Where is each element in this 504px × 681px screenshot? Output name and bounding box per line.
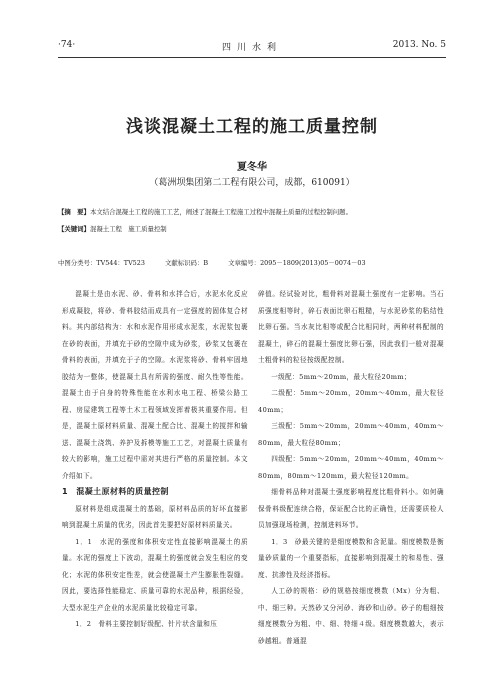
keywords-text: 混凝土工程 施工质量控制 — [89, 225, 167, 233]
page-number: ·74· — [58, 40, 76, 50]
running-header — [58, 40, 446, 54]
intro-paragraph: 混凝土是由水泥、砂、骨料和水拌合后，水泥水化反应形成凝胶，将砂、骨料胶结而成具有一定强度的固体复合材料。其内部结构为：水和水泥作用形成水泥浆，水泥浆包裹在砂的表面，并填充于砂的空隙中成为砂浆，砂浆又包裹在骨料的表面，并填充于子的空隙。水泥浆将砂、骨料牢固地胶结为一整体，使混凝土具有所需的强度、耐久性等性能。混凝土由于自身的特殊性能在水利水电工程、桥梁公路工程、房屋建筑工程等土木工程领域发挥着极其重要作用。但是，混凝土原材料质量、混凝土配合比、混凝土的搅拌和输送、混凝土浇筑、养护及拆模等施工工艺，对混凝土质量有较大的影响，施工过程中需对其进行严格的质量控制。本文介绍如下。 — [62, 290, 248, 480]
author-name: 夏冬华 — [237, 162, 267, 173]
gradation-2: 二级配：5mm～20mm，20mm～40mm，最大粒径40mm； — [258, 389, 444, 414]
article-title: 浅谈混凝土工程的施工质量控制 — [126, 117, 378, 137]
section-heading-1: 1 混凝土原材料的质量控制 — [62, 487, 169, 496]
body-paragraph: 细骨料品种对混凝土强度影响程度比粗骨料小。如何确保骨料级配连续合格，保证配合比的正确性，还需要质检人员加强现场检测，控制进料环节。 — [258, 488, 444, 529]
gradation-1: 一级配：5mm～20mm，最大粒径20mm； — [271, 372, 412, 381]
keywords — [58, 223, 446, 236]
document-code: 文献标识码：B — [164, 259, 209, 267]
author-affiliation: （葛洲坝集团第二工程有限公司，成都，610091） — [149, 178, 355, 188]
classification-number: 中图分类号：TV544：TV523 — [58, 259, 145, 267]
left-column — [62, 286, 248, 633]
body-paragraph: 碎值。经试验对比，粗骨料对混凝土强度有一定影响。当石质强度相等时，碎石表面比卵石粗糙，与水泥砂浆的粘结性比卵石强。当水灰比相等或配合比相同时，两种材料配制的混凝土，碎石的混凝土强度比卵石强，因此我们一般对混凝土粗骨料的粒径按级配控制。 — [258, 290, 444, 364]
body-paragraph: 人工砂的规格：砂的规格按细度模数（Mx）分为粗、中、细三种。天然砂又分河砂、海砂和山砂。砂子的粗细按细度模数分为粗、中、细、特细４级。细度模数越大，表示砂越粗。普通混 — [258, 587, 444, 645]
subsection-1-3: 1．3 砂最关键的是细度模数和含泥量。细度模数是衡量砂质量的一个重要指标，直接影响到混凝土的和易性、强度、抗渗性及经济指标。 — [258, 537, 444, 579]
keywords-label: 【关键词】 — [58, 225, 90, 233]
gradation-4: 四级配：5mm～20mm，20mm～40mm，40mm～80mm，80mm～120mm，最大粒径120mm。 — [258, 455, 444, 480]
article-id: 文章编号：2095－1809(2013)05－0074－03 — [228, 259, 366, 267]
right-column — [258, 286, 444, 649]
subsection-1-1: 1．1 水泥的强度和体积安定性直接影响混凝土的质量。水泥的强度上下波动，混凝土的强度就会发生相应的变化；水泥的体积安定性差，就会使混凝土产生膨胀性裂缝。因此，要选择性能稳定、质量可靠的水泥品种，根据经验，大型水泥生产企业的水泥质量比较稳定可靠。 — [62, 537, 248, 612]
body-paragraph: 原材料是组成混凝土的基础，原材料品质的好坏直接影响到混凝土质量的优劣，因此首先要把好原材料质量关。 — [62, 504, 248, 529]
gradation-3: 三级配：5mm～20mm，20mm～40mm，40mm～80mm，最大粒径80mm； — [258, 422, 444, 447]
abstract-text: 本文结合混凝土工程的施工工艺，阐述了混凝土工程施工过程中混凝土质量的过程控制问题。 — [89, 208, 352, 216]
subsection-1-2: 1．2 骨料主要控制好级配、针片状含量和压 — [75, 620, 218, 628]
header-rule — [58, 57, 446, 58]
journal-name: 四川水利 — [221, 43, 282, 53]
classification-line — [58, 257, 446, 270]
abstract-label: 【摘 要】 — [58, 208, 90, 216]
abstract — [58, 206, 446, 219]
issue-number: 2013. No. 5 — [392, 40, 446, 50]
